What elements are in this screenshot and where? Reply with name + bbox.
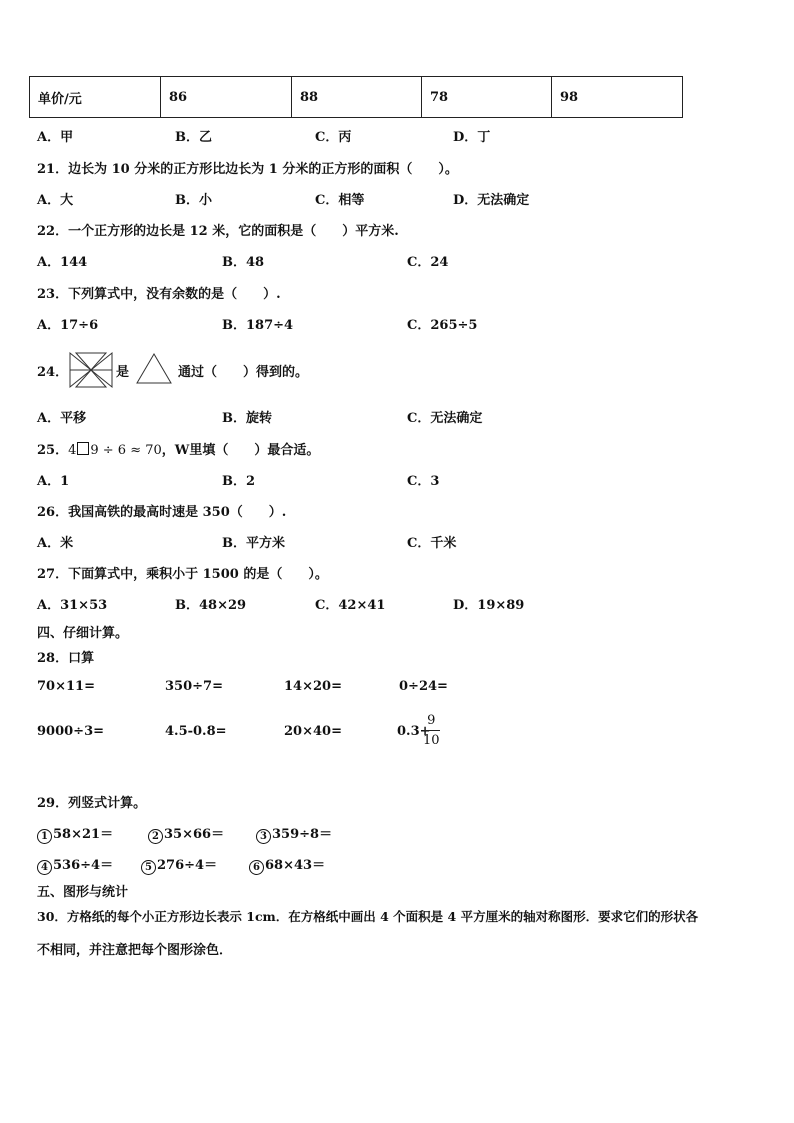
q20-option-c: C．丙: [315, 130, 352, 145]
q21-option-d: D．无法确定: [453, 193, 530, 208]
q20-option-a: A．甲: [37, 130, 74, 145]
q30-line-2: 不相同，并注意把每个图形涂色．: [37, 943, 233, 958]
q25-expr-a: 4: [68, 443, 77, 458]
q24-stem-rest: 通过（ ）得到的。: [178, 365, 309, 380]
q28-item: 70×11=: [37, 679, 95, 694]
q21-option-a: A．大: [37, 193, 74, 208]
q29-item: 3 359÷8＝: [256, 823, 332, 844]
circled-number-3: 3: [256, 829, 271, 844]
table-cell: 单价/元: [30, 77, 161, 118]
q24-number: 24．: [37, 365, 69, 380]
q25-option-a: A．1: [37, 474, 70, 489]
fraction-denominator: 10: [423, 733, 440, 748]
q20-option-d: D．丁: [453, 130, 491, 145]
circled-number-4: 4: [37, 860, 52, 875]
fraction-numerator: 9: [423, 713, 440, 731]
q28-item: 14×20=: [284, 679, 342, 694]
q29-item: 2 35×66＝: [148, 823, 224, 844]
table-row: [30, 77, 683, 118]
q27-stem: 27．下面算式中，乘积小于 1500 的是（ ）。: [37, 567, 328, 582]
q22-option-b: B．48: [222, 255, 265, 270]
q24-option-c: C．无法确定: [407, 411, 483, 426]
q25-stem-rest: ，W里填（ ）最合适。: [161, 443, 320, 458]
q27-option-b: B．48×29: [175, 598, 247, 613]
q21-option-b: B．小: [175, 193, 212, 208]
triangle-figure-icon: [136, 353, 172, 384]
q25-option-c: C．3: [407, 474, 440, 489]
q28-fraction: [423, 713, 440, 748]
q30-line-1: 30．方格纸的每个小正方形边长表示 1cm．在方格纸中画出 4 个面积是 4 平方厘米的轴对称图形．要求它们的形状各: [37, 909, 699, 924]
q29-item: 4 536÷4＝: [37, 854, 113, 875]
q24-option-a: A．平移: [37, 411, 87, 426]
pinwheel-figure-icon: [68, 351, 114, 389]
q27-option-c: C．42×41: [315, 598, 386, 613]
q28-title: 28．口算: [37, 651, 95, 666]
q28-item: 350÷7=: [165, 679, 223, 694]
q29-item: 1 58×21＝: [37, 823, 113, 844]
q29-item: 6 68×43＝: [249, 854, 325, 875]
table-cell: 86: [161, 77, 292, 118]
q26-option-a: A．米: [37, 536, 74, 551]
section-heading-5: 五、图形与统计: [37, 885, 129, 900]
circled-number-5: 5: [141, 860, 156, 875]
q24-is: 是: [116, 365, 130, 380]
circled-number-1: 1: [37, 829, 52, 844]
q29-title: 29．列竖式计算。: [37, 796, 147, 811]
q26-option-c: C．千米: [407, 536, 457, 551]
q27-option-d: D．19×89: [453, 598, 525, 613]
q29-item: 5 276÷4＝: [141, 854, 217, 875]
circled-number-2: 2: [148, 829, 163, 844]
q23-option-c: C．265÷5: [407, 318, 478, 333]
blank-box-icon: [77, 442, 89, 455]
price-table: [29, 76, 683, 118]
q22-stem: 22．一个正方形的边长是 12 米，它的面积是（ ）平方米.: [37, 224, 399, 239]
q20-option-b: B．乙: [175, 130, 212, 145]
q25-expr-b: 9 ÷ 6 ≈ 70: [90, 443, 162, 458]
q21-option-c: C．相等: [315, 193, 365, 208]
circled-number-6: 6: [249, 860, 264, 875]
q27-option-a: A．31×53: [37, 598, 108, 613]
q28-item: 20×40=: [284, 724, 342, 739]
q21-stem: 21．边长为 10 分米的正方形比边长为 1 分米的正方形的面积（ ）。: [37, 162, 458, 177]
q22-option-c: C．24: [407, 255, 449, 270]
q25-option-b: B．2: [222, 474, 256, 489]
section-heading-4: 四、仔细计算。: [37, 626, 129, 641]
q26-stem: 26．我国高铁的最高时速是 350（ ）.: [37, 505, 287, 520]
q25-stem: [37, 439, 319, 458]
q22-option-a: A．144: [37, 255, 88, 270]
q26-option-b: B．平方米: [222, 536, 285, 551]
q23-stem: 23．下列算式中，没有余数的是（ ）.: [37, 287, 281, 302]
q28-item: 4.5-0.8=: [165, 724, 227, 739]
table-cell: 88: [292, 77, 422, 118]
table-cell: 98: [552, 77, 683, 118]
q28-item: 9000÷3=: [37, 724, 105, 739]
q28-item: 0÷24=: [399, 679, 448, 694]
q25-number: 25．: [37, 443, 69, 458]
q23-option-b: B．187÷4: [222, 318, 294, 333]
q23-option-a: A．17÷6: [37, 318, 99, 333]
q24-option-b: B．旋转: [222, 411, 272, 426]
q28-fraction-prefix: 0.3+: [397, 724, 431, 739]
table-cell: 78: [422, 77, 552, 118]
